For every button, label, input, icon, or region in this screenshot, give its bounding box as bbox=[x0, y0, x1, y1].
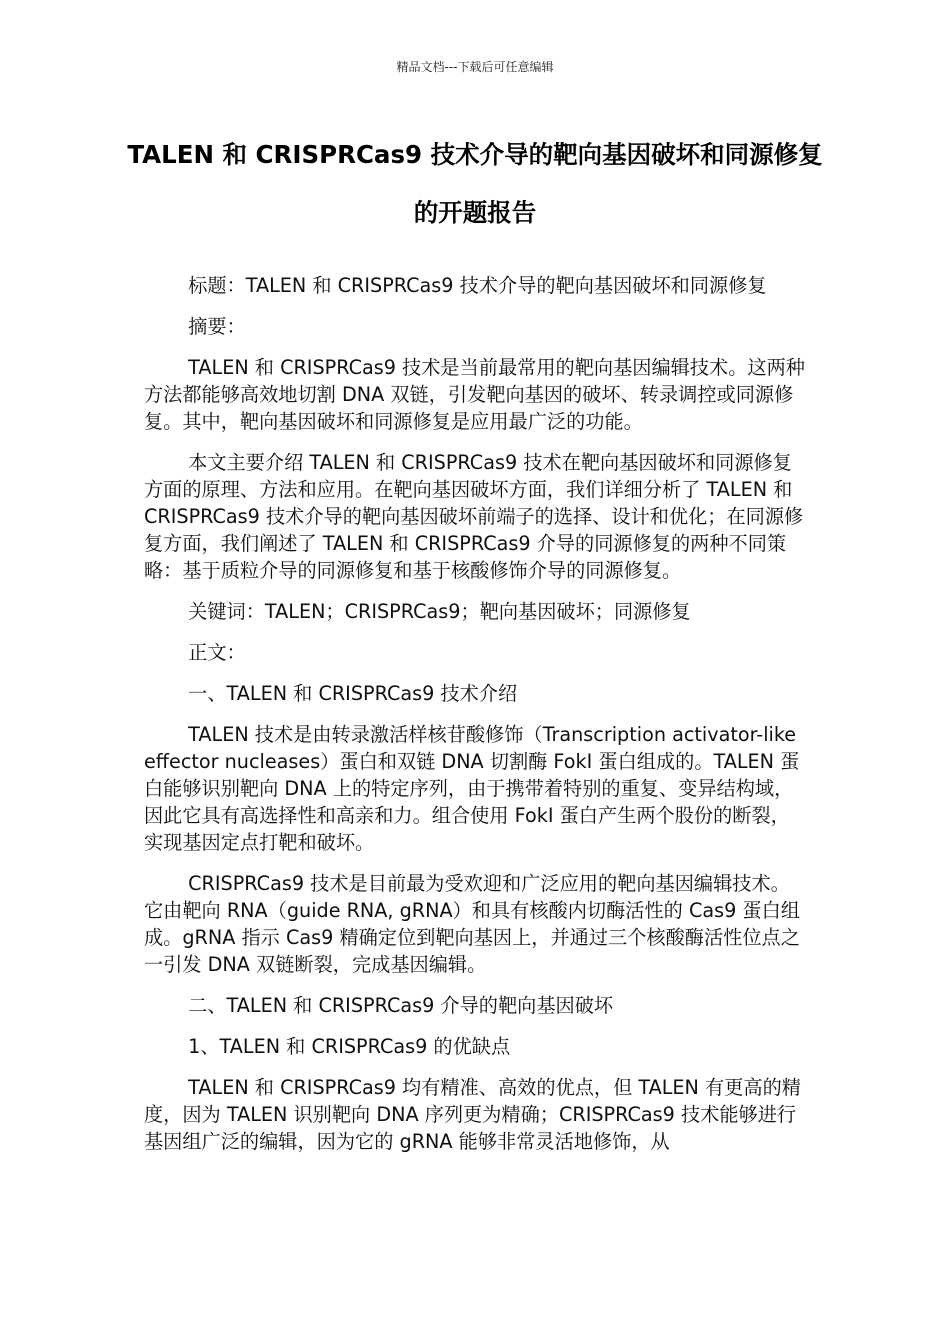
document-title: TALEN 和 CRISPRCas9 技术介导的靶向基因破坏和同源修复的开题报告 bbox=[127, 140, 823, 227]
paragraph-abstract-1: TALEN 和 CRISPRCas9 技术是当前最常用的靶向基因编辑技术。这两种方法都能够高效地切割 DNA 双链，引发靶向基因的破坏、转录调控或同源修复。其中，靶向基因破坏和同源修复是应用最广泛的功能。 bbox=[144, 356, 805, 433]
header-note: 精品文档---下载后可任意编辑 bbox=[396, 60, 554, 74]
subsection-heading-2-1: 1、TALEN 和 CRISPRCas9 的优缺点 bbox=[188, 1035, 511, 1058]
document-body bbox=[144, 272, 808, 1169]
paragraph-abstract-heading: 摘要： bbox=[188, 315, 246, 338]
section-heading-2: 二、TALEN 和 CRISPRCas9 介导的靶向基因破坏 bbox=[188, 994, 614, 1017]
paragraph-crispr-intro: CRISPRCas9 技术是目前最为受欢迎和广泛应用的靶向基因编辑技术。它由靶向 RNA（guide RNA, gRNA）和具有核酸内切酶活性的 Cas9 蛋白组成。gRNA 指示 Cas9 精确定位到靶向基因上，并通过三个核酸酶活性位点之一引发 DNA 双链断裂，完成基因编辑。 bbox=[144, 872, 800, 976]
section-heading-1: 一、TALEN 和 CRISPRCas9 技术介绍 bbox=[188, 682, 518, 705]
paragraph-talen-intro: TALEN 技术是由转录激活样核苷酸修饰（Transcription activator-like effector nucleases）蛋白和双链 DNA 切割酶 FokI 蛋白组成的。TALEN 蛋白能够识别靶向 DNA 上的特定序列，由于携带着特别的重复、变异结构域，因此它具有高选择性和高亲和力。组合使用 FokI 蛋白产生两个股份的断裂，实现基因定点打靶和破坏。 bbox=[144, 723, 800, 854]
paragraph-subject: 标题：TALEN 和 CRISPRCas9 技术介导的靶向基因破坏和同源修复 bbox=[188, 274, 767, 297]
paragraph-keywords: 关键词：TALEN；CRISPRCas9；靶向基因破坏；同源修复 bbox=[188, 600, 691, 623]
paragraph-body-heading: 正文： bbox=[188, 641, 246, 664]
paragraph-pros-cons: TALEN 和 CRISPRCas9 均有精准、高效的优点，但 TALEN 有更高的精度，因为 TALEN 识别靶向 DNA 序列更为精确；CRISPRCas9 技术能够进行基因组广泛的编辑，因为它的 gRNA 能够非常灵活地修饰，从 bbox=[144, 1076, 801, 1153]
paragraph-abstract-2: 本文主要介绍 TALEN 和 CRISPRCas9 技术在靶向基因破坏和同源修复方面的原理、方法和应用。在靶向基因破坏方面，我们详细分析了 TALEN 和 CRISPRCas9 技术介导的靶向基因破坏前端子的选择、设计和优化；在同源修复方面，我们阐述了 TALEN 和 CRISPRCas9 介导的同源修复的两种不同策略：基于质粒介导的同源修复和基于核酸修饰介导的同源修复。 bbox=[144, 451, 804, 582]
